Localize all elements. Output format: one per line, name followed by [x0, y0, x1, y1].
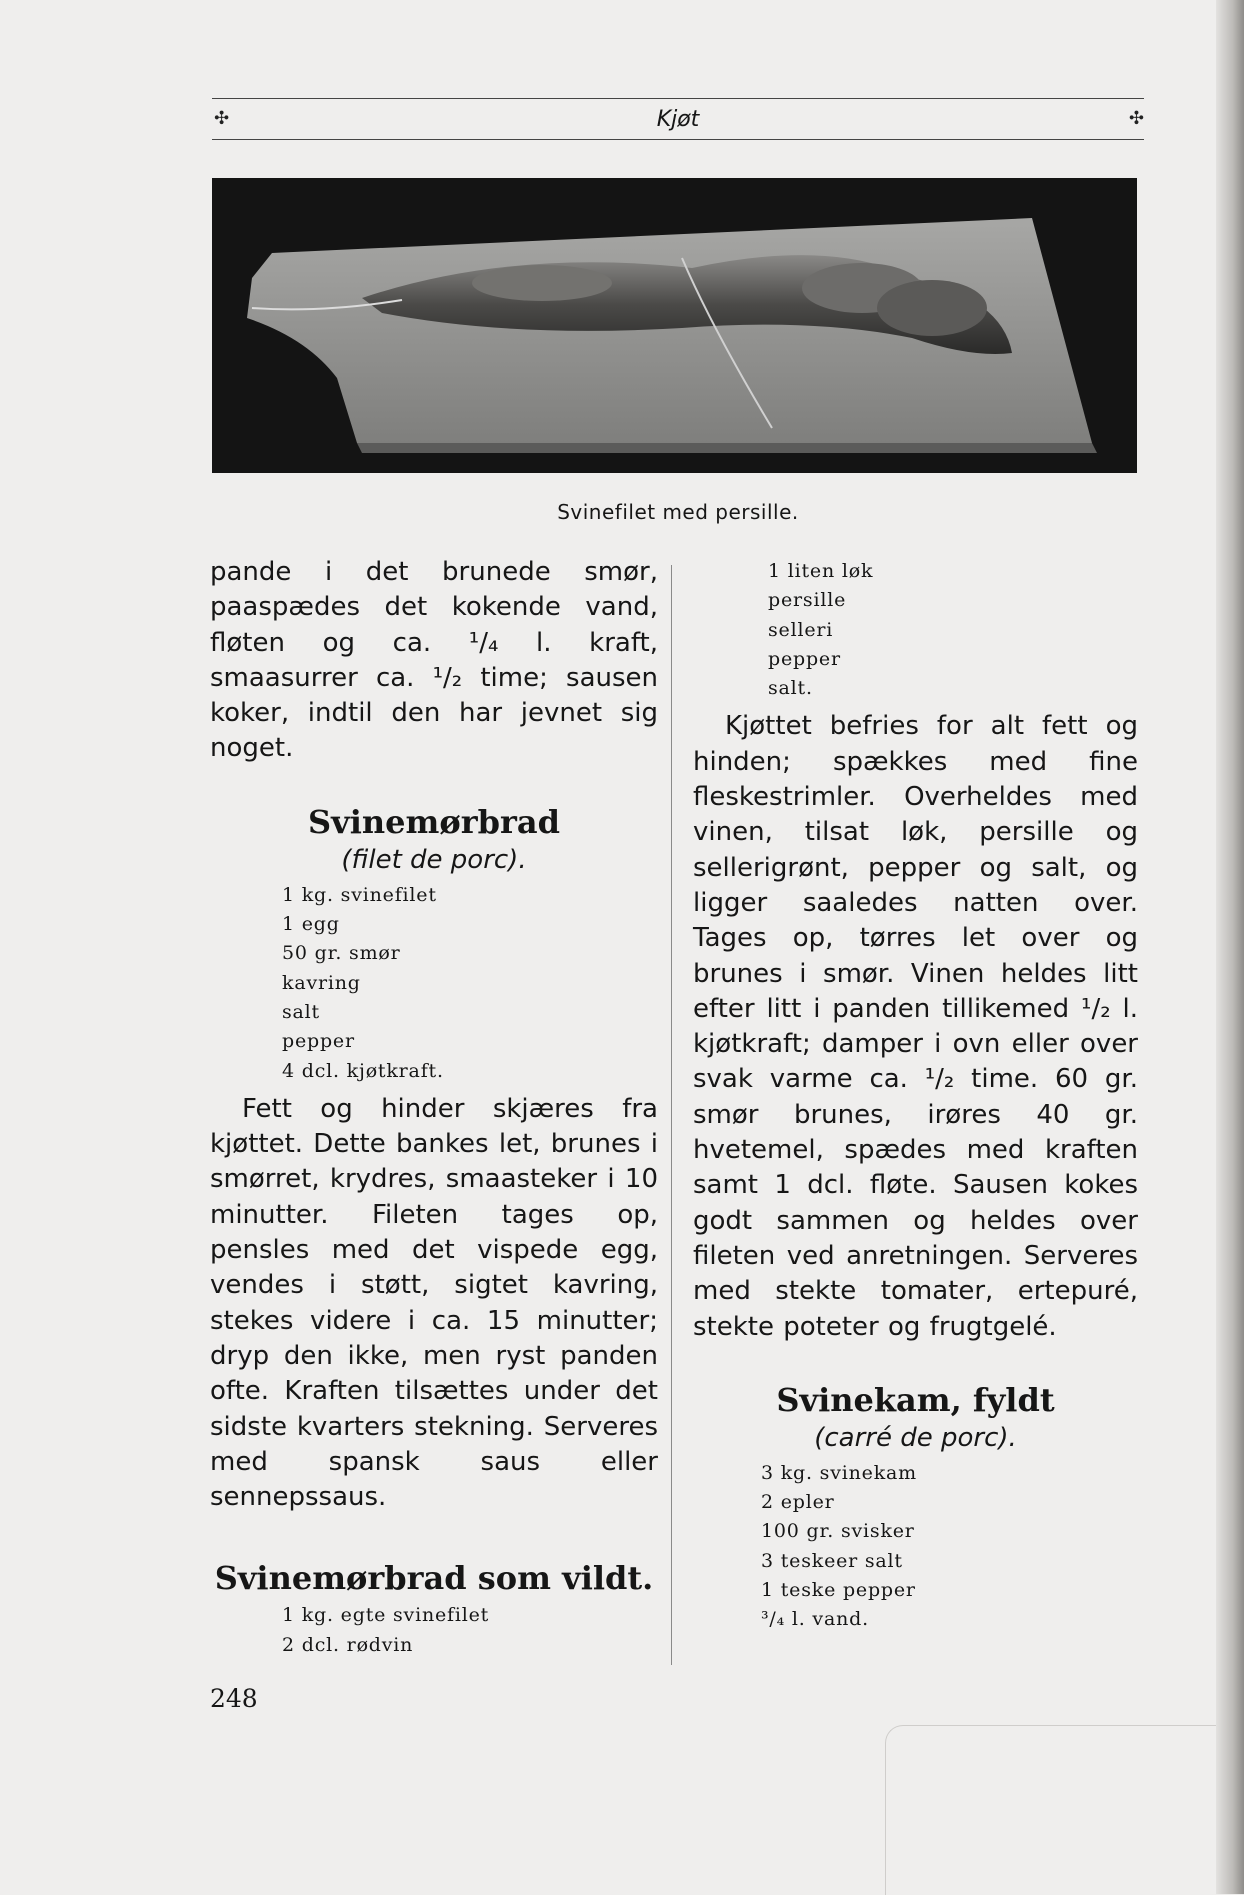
ingredient-item: 4 dcl. kjøtkraft. — [282, 1059, 444, 1082]
page-edge-shadow — [1216, 0, 1244, 1894]
photo-pork-fillet-on-board-icon — [212, 178, 1137, 473]
page-number: 248 — [210, 1684, 258, 1713]
ornament-left-icon: ✣ — [214, 108, 230, 129]
ingredient-item: 1 teske pepper — [761, 1579, 916, 1602]
ingredient-item: ³/₄ l. vand. — [761, 1608, 869, 1631]
figure-caption: Svinefilet med persille. — [557, 500, 799, 524]
recipe-subtitle-carre-de-porc: (carré de porc). — [814, 1422, 1017, 1453]
ingredient-item: 50 gr. smør — [282, 942, 401, 965]
ornament-right-icon: ✣ — [1128, 108, 1144, 129]
ingredient-list-svinemorbrad-som-vildt-cont — [768, 557, 1138, 703]
running-header-title: Kjøt — [656, 107, 700, 132]
ingredient-item: 1 kg. svinefilet — [282, 883, 437, 906]
ingredient-item: 1 kg. egte svinefilet — [282, 1604, 490, 1627]
running-header — [212, 98, 1144, 140]
ingredient-item: 100 gr. svisker — [761, 1520, 915, 1543]
photo-illustration — [212, 178, 1137, 473]
ingredient-item: 3 kg. svinekam — [761, 1461, 917, 1484]
column-divider — [671, 565, 672, 1665]
ingredient-item: 1 liten løk — [768, 560, 874, 582]
continuation-paragraph: pande i det brunede smør, paaspædes det kokende vand, fløten og ca. ¹/₄ l. kraft, smaasurrer ca. ¹/₂ time; sausen koker, indtil den har jevnet sig noget. — [210, 557, 658, 764]
ingredient-item: 2 epler — [761, 1491, 835, 1514]
recipe-subtitle-filet-de-porc: (filet de porc). — [341, 844, 527, 875]
ingredient-list-svinekam-fyldt — [761, 1459, 1138, 1635]
ingredient-list-svinemorbrad-som-vildt — [282, 1601, 658, 1660]
recipe-title-svinemorbrad-som-vildt: Svinemørbrad som vildt. — [214, 1559, 654, 1598]
left-column — [210, 555, 658, 1660]
ingredient-item: selleri — [768, 618, 834, 641]
ingredient-item: pepper — [768, 647, 841, 670]
page-curl-mark — [885, 1725, 1216, 1895]
ingredient-item: 1 egg — [282, 913, 340, 936]
method-paragraph-svinemorbrad-som-vildt: Kjøttet befries for alt fett og hinden; spækkes med fine fleskestrimler. Overheldes med vinen, tilsat løk, persille og sellerigrønt, pepper og salt, og ligger saaledes natten over. Tages op, tørres let over og brunes i smør. Vinen heldes litt efter litt i panden tillikemed ¹/₂ l. kjøtkraft; damper i ovn eller over svak varme ca. ¹/₂ time. 60 gr. smør brunes, irøres 40 gr. hvetemel, spædes med kraften samt 1 dcl. fløte. Sausen kokes godt sammen og heldes over fileten ved anretningen. Serveres med stekte tomater, ertepuré, stekte poteter og frugtgelé. — [693, 711, 1138, 1342]
ingredient-item: persille — [768, 589, 847, 612]
ingredient-item: kavring — [282, 971, 361, 994]
method-paragraph-svinemorbrad: Fett og hinder skjæres fra kjøttet. Dette bankes let, brunes i smørret, krydres, smaasteker i 10 minutter. Fileten tages op, pensles med det vispede egg, vendes i støtt, sigtet kavring, stekes videre i ca. 15 minutter; dryp den ikke, men ryst panden ofte. Kraften tilsættes under det sidste kvarters stekning. Serveres med spansk saus eller sennepssaus. — [210, 1093, 658, 1513]
ingredient-item: salt — [282, 1000, 320, 1023]
ingredient-item: 3 teskeer salt — [761, 1549, 903, 1572]
ingredient-item: pepper — [282, 1030, 355, 1053]
recipe-title-svinekam-fyldt: Svinekam, fyldt — [776, 1380, 1055, 1419]
ingredient-item: salt. — [768, 677, 813, 700]
ingredient-item: 2 dcl. rødvin — [282, 1633, 414, 1656]
recipe-title-svinemorbrad: Svinemørbrad — [308, 802, 560, 841]
ingredient-list-svinemorbrad — [282, 881, 658, 1086]
right-column — [693, 555, 1138, 1635]
